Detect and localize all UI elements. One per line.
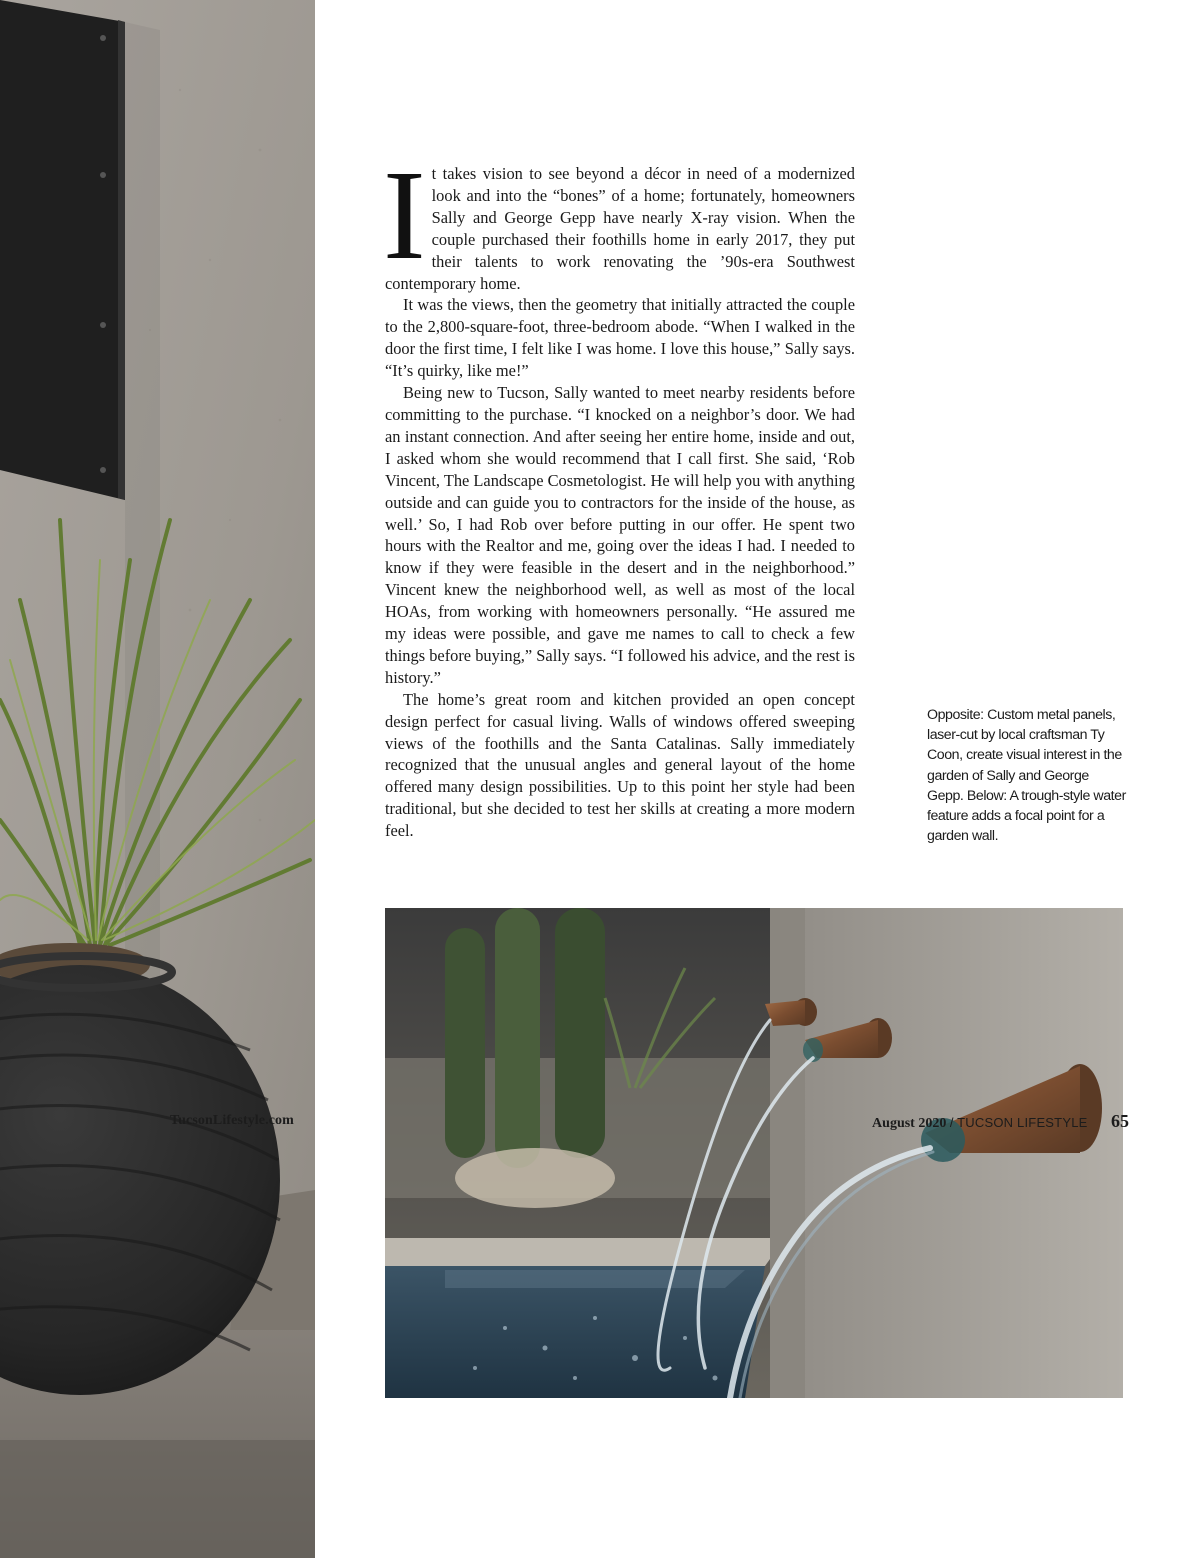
article-paragraph: The home’s great room and kitchen provided an open concept design perfect for casual living. Walls of windows offered sweeping views of the foothills and the Santa Catalinas. Sally immediately recognized that the unusual angles and general layout of the home offered many design possibilities. Up to this point her style had been traditional, but she decided to test her skills at creating a more modern feel.: [385, 689, 855, 841]
page-number: 65: [1111, 1111, 1129, 1131]
article-paragraph: [383, 144, 855, 294]
folio: [872, 1111, 1129, 1132]
issue-date: August 2020: [872, 1116, 947, 1131]
site-url[interactable]: TucsonLifestyle.com: [170, 1113, 294, 1128]
drop-cap: I: [383, 144, 426, 286]
water-feature-photo: [385, 908, 1123, 1398]
planter-photo: [0, 0, 315, 1558]
photo-caption: Opposite: Custom metal panels, laser-cut by local craftsman Ty Coon, create visual interest in the garden of Sally and George Gepp. Below: A trough-style water feature adds a focal point for a garden wall.: [927, 707, 1126, 845]
paragraph-text: t takes vision to see beyond a décor in need of a modernized look and into the “bones” of a home; fortunately, homeowners Sally and George Gepp have nearly X-ray vision. When the couple purchased their foothills home in early 2017, they put their talents to work renovating the ’90s-era Southwest contemporary home.: [385, 164, 855, 293]
article-paragraph: Being new to Tucson, Sally wanted to meet nearby residents before committing to the purchase. “I knocked on a neighbor’s door. We had an instant connection. And after seeing her entire home, inside and out, I asked whom she would recommend that I call first. She said, ‘Rob Vincent, The Landscape Cosmetologist. He will help you with anything outside and can guide you to contractors for the inside of the house, as well.’ So, I had Rob over before putting in our offer. He spent two hours with the Realtor and me, going over the ideas I had. I needed to know if they were feasible in the desert and in the neighborhood.” Vincent knew the neighborhood well, as well as most of the local HOAs, from working with homeowners personally. “He assured me my ideas were possible, and gave me names to call to check a few things before buying,” Sally says. “I followed his advice, and the rest is history.”: [385, 383, 855, 687]
article-body: [383, 144, 855, 842]
magazine-name: TUCSON LIFESTYLE: [957, 1115, 1088, 1130]
folio-separator: /: [949, 1115, 954, 1130]
article-paragraph: It was the views, then the geometry that initially attracted the couple to the 2,800-square-foot, three-bedroom abode. “When I walked in the door the first time, I felt like I was home. I love this house,” Sally says. “It’s quirky, like me!”: [385, 295, 855, 381]
